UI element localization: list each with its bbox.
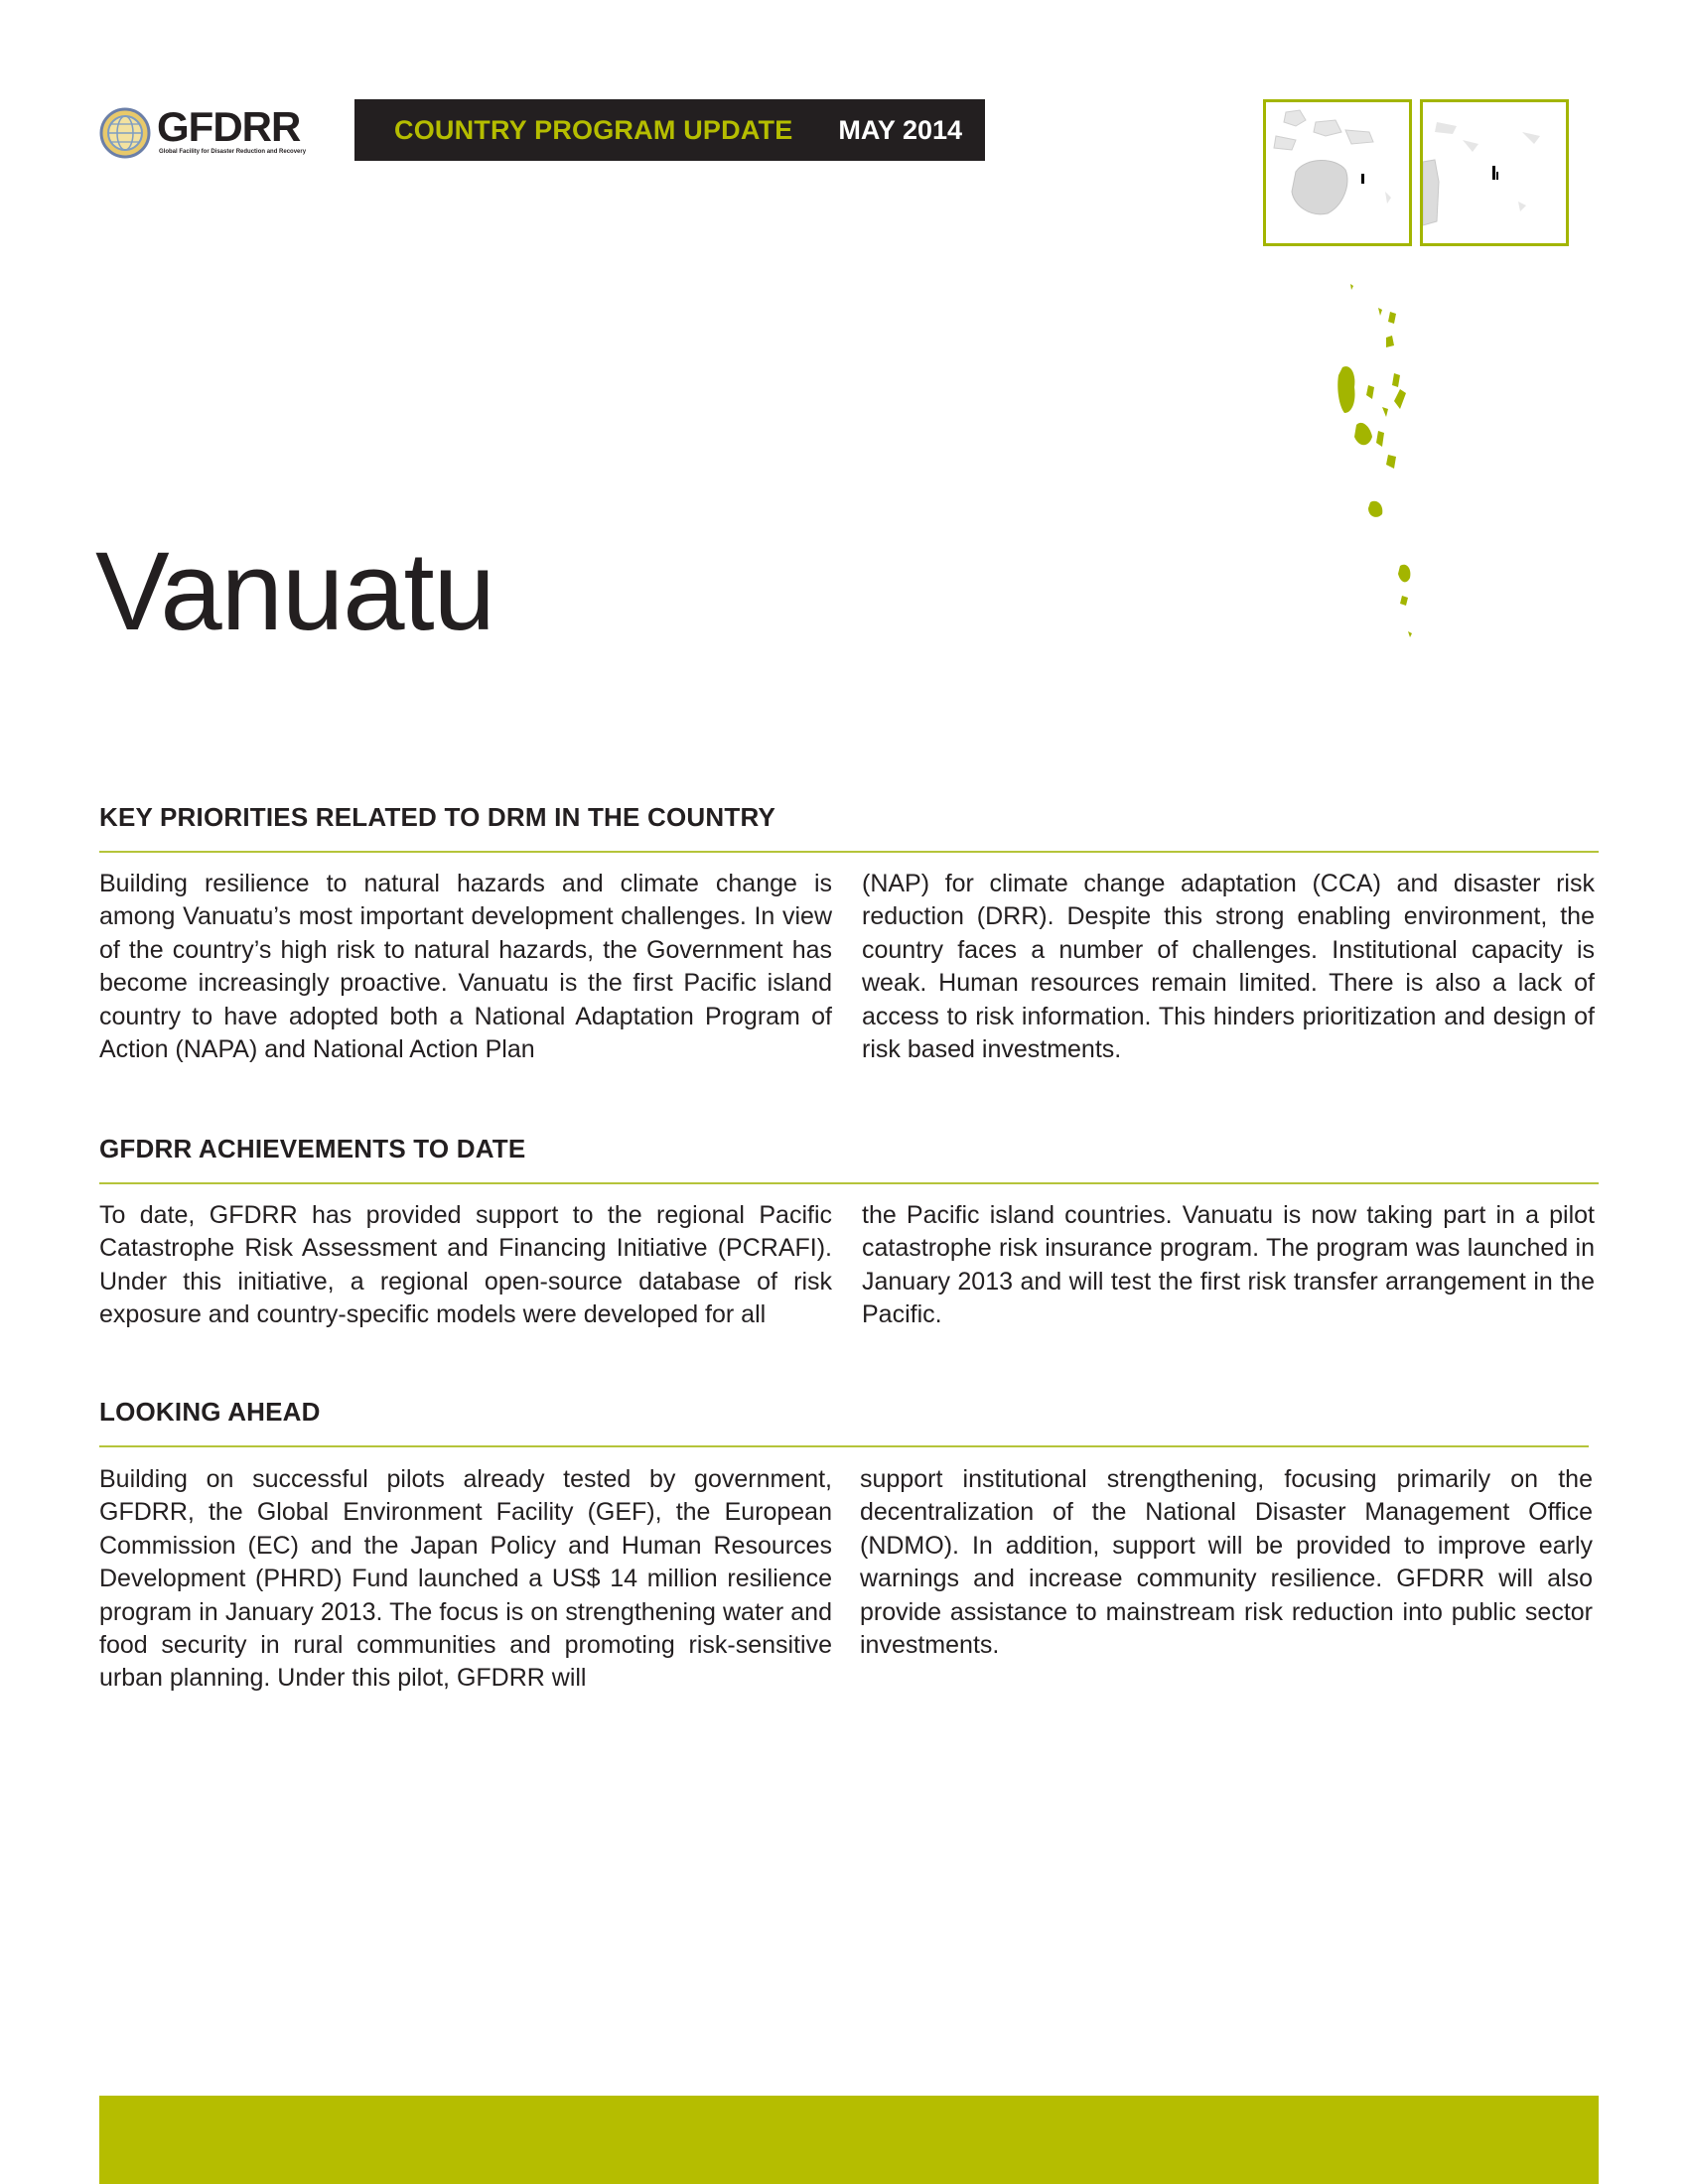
banner-title: COUNTRY PROGRAM UPDATE <box>394 114 793 145</box>
region-map-icon <box>1266 102 1409 243</box>
page-title: Vanuatu <box>95 529 494 653</box>
section-text-left: To date, GFDRR has provided support to the regional Pacific Catastrophe Risk Assessment and Financing Initiative (PCRAFI). Under this initiative, a regional open-source database of risk exposure and country-specific models were developed for all <box>99 1201 832 1329</box>
section-text-right: support institutional strengthening, focusing primarily on the decentralization of the National Disaster Management Office (NDMO). In addition, support will be provided to improve early warnings and increase community resilience. GFDRR will also provide assistance to mainstream risk reduction into public sector investments. <box>860 1465 1593 1660</box>
section-divider <box>99 1182 1599 1184</box>
logo-tagline: Global Facility for Disaster Reduction and Recovery <box>159 149 307 155</box>
locator-map-region <box>1263 99 1412 246</box>
locator-map-country <box>1420 99 1569 246</box>
section-heading-achievements: GFDRR ACHIEVEMENTS TO DATE <box>99 1134 526 1163</box>
section-heading-key-priorities: KEY PRIORITIES RELATED TO DRM IN THE COUNTRY <box>99 802 775 832</box>
section-divider <box>99 851 1599 853</box>
country-locator-icon <box>1423 102 1566 243</box>
footer-bar <box>99 2096 1599 2184</box>
section-text-left: Building on successful pilots already tested by government, GFDRR, the Global Environment Facility (GEF), the European Commission (EC) and the Japan Policy and Human Resources Development (PHRD) Fund launched a US$ 14 million resilience program in January 2013. The focus is on strengthening water and food security in rural communities and promoting risk-sensitive urban planning. Under this pilot, GFDRR will <box>99 1465 832 1693</box>
header-banner <box>354 99 985 161</box>
island-shapes <box>1337 284 1412 637</box>
vanuatu-islands-map <box>1331 278 1450 665</box>
section-text-right: the Pacific island countries. Vanuatu is now taking part in a pilot catastrophe risk insurance program. The program was launched in January 2013 and will test the first risk transfer arrangement in the Pacific. <box>862 1201 1595 1329</box>
section-heading-looking-ahead: LOOKING AHEAD <box>99 1397 321 1427</box>
logo-wordmark: GFDRR <box>157 103 301 150</box>
banner-date: MAY 2014 <box>838 114 963 145</box>
globe-icon <box>99 107 151 159</box>
section-text-right: (NAP) for climate change adaptation (CCA) and disaster risk reduction (DRR). Despite this strong enabling environment, the country faces a number of challenges. Institutional capacity is weak. Human resources remain limited. There is also a lack of access to risk information. This hinders prioritization and design of risk based investments. <box>862 870 1595 1064</box>
gfdrr-logo <box>99 103 318 163</box>
section-text-left: Building resilience to natural hazards and climate change is among Vanuatu’s most important development challenges. In view of the country’s high risk to natural hazards, the Government has become increasingly proactive. Vanuatu is the first Pacific island country to have adopted both a National Adaptation Program of Action (NAPA) and National Action Plan <box>99 870 832 1064</box>
section-divider <box>99 1445 1589 1447</box>
